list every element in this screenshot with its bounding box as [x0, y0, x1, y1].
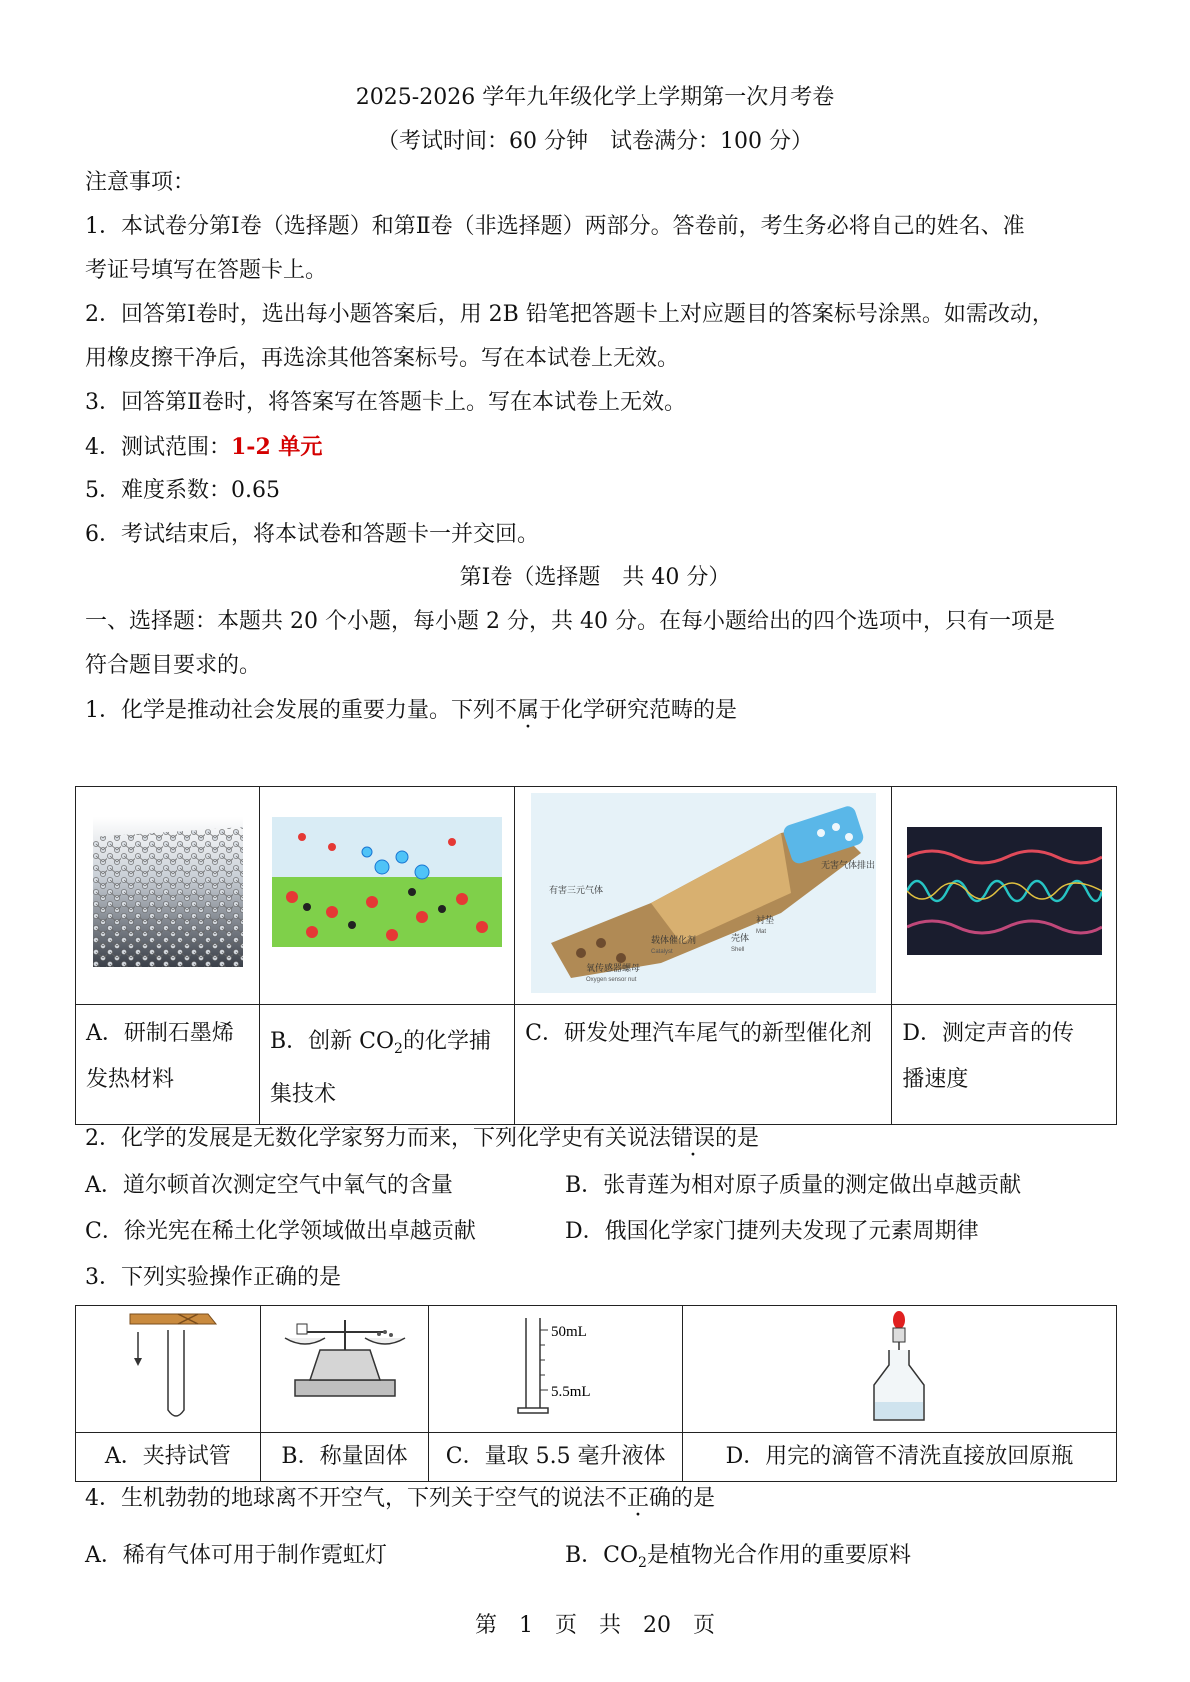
note-5: 5．难度系数：0.65	[85, 478, 280, 503]
converter-label-catalyst-en: Catalyst	[650, 949, 673, 955]
q4-emphasis: 不正确	[605, 1486, 672, 1511]
q2-emphasis: 错误	[671, 1126, 716, 1151]
q1-option-d	[892, 1005, 1117, 1125]
converter-label-harmless: 无害气体排出	[820, 860, 875, 870]
q4-option-a: A．稀有气体可用于制作霓虹灯	[85, 1543, 387, 1568]
sound-wave-image	[907, 827, 1102, 955]
note-1-cont: 考证号填写在答题卡上。	[85, 258, 328, 283]
q1-option-b-line1: B．创新 CO	[270, 1029, 395, 1054]
q1-option-a-line1: A．研制石墨烯	[86, 1021, 234, 1046]
q1-option-d-line2: 播速度	[902, 1067, 969, 1092]
dropper-bottle-image	[859, 1310, 939, 1425]
q4-option-b-end: 是植物光合作用的重要原料	[646, 1543, 911, 1568]
converter-label-sensor: 氧传感器螺母	[585, 963, 640, 973]
note-2-cont: 用橡皮擦干净后，再选涂其他答案标号。写在本试卷上无效。	[85, 346, 680, 371]
converter-label-mat-en: Mat	[755, 929, 766, 935]
q3-image-b-cell	[260, 1306, 429, 1433]
cylinder-top-label: 50mL	[550, 1324, 587, 1340]
q1-option-b-subscript: 2	[394, 1041, 403, 1057]
q3-stem: 3．下列实验操作正确的是	[85, 1265, 341, 1290]
q2-stem-text: 2．化学的发展是无数化学家努力而来，下列化学史有关说法	[85, 1126, 671, 1151]
q1-option-a	[76, 1005, 260, 1125]
converter-label-shell: 壳体	[730, 933, 749, 943]
q2-option-b: B．张青莲为相对原子质量的测定做出卓越贡献	[565, 1173, 1022, 1198]
notes-heading: 注意事项：	[85, 170, 196, 195]
converter-label-mat: 衬垫	[755, 915, 774, 925]
graduated-cylinder-image	[496, 1310, 616, 1420]
q1-table	[75, 786, 1117, 1125]
converter-label-sensor-en: Oxygen sensor nut	[585, 977, 637, 983]
q1-stem-text: 1．化学是推动社会发展的重要力量。下列	[85, 698, 495, 723]
section-intro: 一、选择题：本题共 20 个小题，每小题 2 分，共 40 分。在每小题给出的四个选项中，只有一项是	[85, 609, 1055, 634]
q4-stem-text: 4．生机勃勃的地球离不开空气，下列关于空气的说法	[85, 1486, 605, 1511]
note-1: 1．本试卷分第Ⅰ卷（选择题）和第Ⅱ卷（非选择题）两部分。答卷前，考生务必将自己的姓名、准	[85, 214, 1025, 239]
q1-image-c-cell	[515, 787, 892, 1005]
q4-option-b-subscript: 2	[638, 1555, 647, 1571]
q3-option-a: A．夹持试管	[76, 1433, 261, 1482]
q3-option-d: D．用完的滴管不清洗直接放回原瓶	[682, 1433, 1116, 1482]
converter-label-shell-en: Shell	[730, 947, 745, 953]
q3-image-a-cell	[76, 1306, 261, 1433]
q2-option-d: D．俄国化学家门捷列夫发现了元素周期律	[565, 1219, 979, 1244]
section-title: 第Ⅰ卷（选择题 共 40 分）	[459, 565, 731, 590]
q4-stem-text-end: 的是	[671, 1486, 716, 1511]
note-3: 3．回答第Ⅱ卷时，将答案写在答题卡上。写在本试卷上无效。	[85, 390, 686, 415]
q2-option-c: C．徐光宪在稀土化学领域做出卓越贡献	[85, 1219, 476, 1244]
note-4-scope: 1-2 单元	[231, 434, 323, 460]
q1-option-b-line2: 集技术	[270, 1082, 337, 1107]
q4-option-b	[565, 1541, 911, 1578]
q1-image-a-cell	[76, 787, 260, 1005]
test-tube-holder-image	[108, 1310, 228, 1428]
q3-image-d-cell	[682, 1306, 1116, 1433]
q2-stem	[85, 1124, 759, 1154]
q1-image-d-cell	[892, 787, 1117, 1005]
note-4	[85, 432, 322, 463]
q3-option-b: B．称量固体	[260, 1433, 429, 1482]
q1-emphasis: 不属于	[495, 698, 562, 723]
q1-option-c: C．研发处理汽车尾气的新型催化剂	[515, 1005, 892, 1125]
note-6: 6．考试结束后，将本试卷和答题卡一并交回。	[85, 522, 539, 547]
exam-title: 2025-2026 学年九年级化学上学期第一次月考卷	[355, 85, 835, 110]
q1-stem	[85, 696, 737, 726]
graphene-image	[93, 817, 243, 967]
exam-subtitle: （考试时间：60 分钟 试卷满分：100 分）	[377, 129, 813, 154]
co2-capture-image	[272, 817, 502, 947]
cylinder-bottom-label: 5.5mL	[550, 1384, 591, 1400]
note-2: 2．回答第Ⅰ卷时，选出每小题答案后，用 2B 铅笔把答题卡上对应题目的答案标号涂黑。如需改动，	[85, 302, 1054, 327]
converter-label-harmful: 有害三元气体	[548, 885, 603, 895]
converter-label-catalyst: 载体催化剂	[650, 935, 696, 945]
catalytic-converter-image	[531, 793, 876, 993]
q1-image-b-cell	[260, 787, 515, 1005]
section-intro-cont: 符合题目要求的。	[85, 653, 262, 678]
q4-option-b-start: B．CO	[565, 1543, 639, 1568]
q3-option-c: C．量取 5.5 毫升液体	[429, 1433, 683, 1482]
q1-option-b-line1-end: 的化学捕	[402, 1029, 491, 1054]
q1-stem-text-end: 化学研究范畴的是	[561, 698, 738, 723]
note-4-label: 4．测试范围：	[85, 435, 231, 460]
balance-image	[275, 1310, 415, 1410]
q4-stem	[85, 1484, 715, 1514]
q3-image-c-cell	[429, 1306, 683, 1433]
q2-option-a: A．道尔顿首次测定空气中氧气的含量	[85, 1173, 453, 1198]
q2-stem-text-end: 的是	[715, 1126, 760, 1151]
q1-option-b	[260, 1005, 515, 1125]
page-footer: 第 1 页 共 20 页	[475, 1613, 715, 1638]
q3-table	[75, 1305, 1117, 1482]
q1-option-a-line2: 发热材料	[86, 1067, 175, 1092]
q1-option-d-line1: D．测定声音的传	[902, 1021, 1074, 1046]
